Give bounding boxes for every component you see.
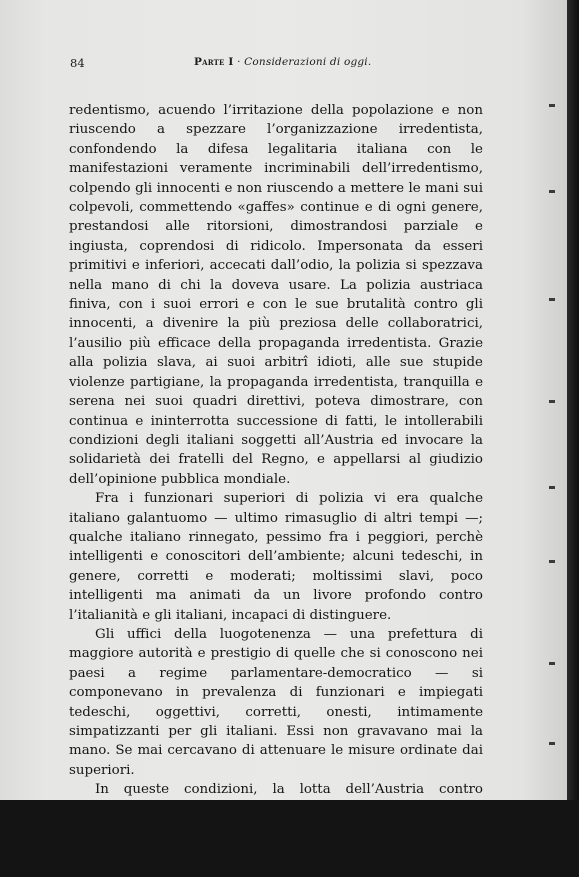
body-text	[69, 101, 483, 877]
margin-mark	[549, 400, 555, 403]
running-title	[194, 56, 371, 68]
paragraph-2: Fra i funzionari superiori di polizia vi era qualche italiano galantuomo — ultimo rimasuglio di altri tempi —; qualche italiano rinnegato, pessimo fra i peggiori, perchè intelligenti e conoscitori dell’ambiente; alcuni tedeschi, in genere, corretti e moderati; moltissimi slavi, poco intelligenti ma animati da un livore profondo contro l’italianità e gli italiani, incapaci di distinguere.	[69, 491, 483, 623]
section-title: Considerazioni di oggi.	[244, 56, 372, 68]
part-label: Parte I	[194, 56, 234, 68]
margin-mark	[549, 298, 555, 301]
margin-mark	[549, 190, 555, 193]
page-edge-shadow	[567, 0, 579, 800]
title-separator: ·	[233, 56, 245, 68]
margin-mark	[549, 486, 555, 489]
margin-mark	[549, 742, 555, 745]
paragraph-1: redentismo, acuendo l’irritazione della popolazione e non riuscendo a spezzare l’organizzazione irredentista, confondendo la difesa legalitaria italiana con le manifestazioni veramente incriminabili dell’irredentismo, colpendo gli innocenti e non riuscendo a mettere le mani sui colpevoli, commettendo «gaffes» continue e di ogni genere, prestandosi alle ritorsioni, dimostrandosi parziale e ingiusta, coprendosi di ridicolo. Impersonata da esseri primitivi e inferiori, accecati dall’odio, la polizia si spezzava nella mano di chi la doveva usare. La polizia austriaca finiva, con i suoi errori e con le sue brutalità contro gli innocenti, a divenire la più preziosa delle collaboratrici, l’ausilio più efficace della propaganda irredentista. Grazie alla polizia slava, ai suoi arbitrî idioti, alle sue stupide violenze partigiane, la propaganda irredentista, tranquilla e serena nei suoi quadri direttivi, poteva dimostrare, con continua e ininterrotta successione di fatti, le intollerabili condizioni degli italiani soggetti all’Austria ed invocare la solidarietà dei fratelli del Regno, e appellarsi al giudizio dell’opinione pubblica mondiale.	[69, 103, 483, 487]
paragraph-3: Gli uffici della luogotenenza — una prefettura di maggiore autorità e prestigio di quelle che si conoscono nei paesi a regime parlamentare-democratico — si componevano in prevalenza di funzionari e impiegati tedeschi, oggettivi, corretti, onesti, intimamente simpatizzanti per gli italiani. Essi non gravavano mai la mano. Se mai cercavano di attenuare le misure ordinate dai superiori.	[69, 626, 483, 778]
page-number: 84	[70, 56, 85, 70]
paragraph-4: In queste condizioni, la lotta dell’Austria contro l’irredentismo era condannata a fallire: per l’incapacità e gli arbitrî stupidamente violenti ed errati della bassa forza di polizia, per la malavoglia con cui l’assecondava l’alta e media burocrazia	[69, 782, 483, 875]
margin-mark	[549, 104, 555, 107]
margin-mark	[549, 662, 555, 665]
right-margin-marks	[545, 0, 555, 800]
margin-mark	[549, 560, 555, 563]
running-header	[70, 56, 490, 72]
